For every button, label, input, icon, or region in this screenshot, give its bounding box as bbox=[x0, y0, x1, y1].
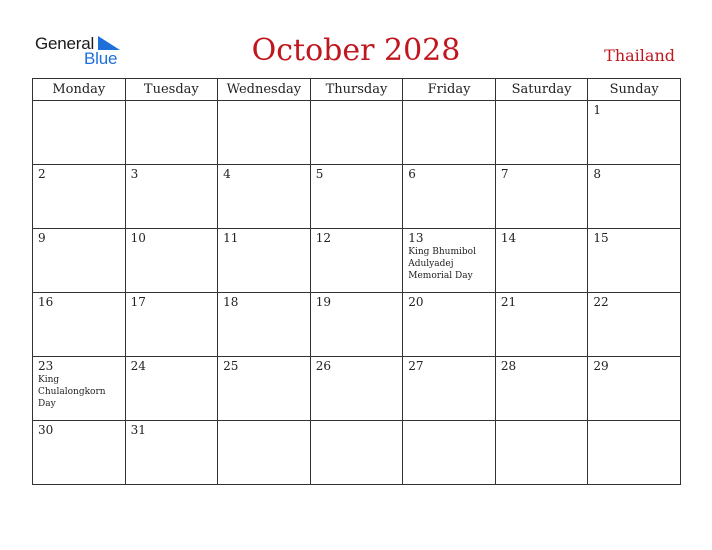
day-number: 24 bbox=[130, 359, 146, 373]
day-number: 27 bbox=[408, 359, 424, 373]
day-number: 2 bbox=[38, 167, 46, 181]
day-cell bbox=[218, 293, 311, 357]
day-cell bbox=[588, 293, 681, 357]
weekday-header: Thursday bbox=[310, 79, 403, 101]
day-cell bbox=[33, 421, 126, 485]
day-number: 5 bbox=[315, 167, 324, 181]
day-number: 9 bbox=[38, 231, 46, 245]
day-cell bbox=[125, 101, 218, 165]
day-cell bbox=[403, 165, 496, 229]
day-number: 18 bbox=[223, 295, 239, 309]
weekday-header: Friday bbox=[403, 79, 496, 101]
day-cell bbox=[310, 229, 403, 293]
day-cell bbox=[310, 357, 403, 421]
week-row bbox=[33, 101, 681, 165]
day-number: 29 bbox=[593, 359, 609, 373]
week-row bbox=[33, 421, 681, 485]
day-cell bbox=[125, 229, 218, 293]
weekday-header: Sunday bbox=[588, 79, 681, 101]
day-number: 20 bbox=[408, 295, 424, 309]
weekday-header-row bbox=[33, 79, 681, 101]
day-number: 23 bbox=[38, 359, 54, 373]
day-number: 8 bbox=[593, 167, 602, 181]
weekday-header: Saturday bbox=[495, 79, 588, 101]
page-title: October 2028 bbox=[251, 33, 461, 68]
day-cell bbox=[33, 357, 126, 421]
day-cell bbox=[588, 101, 681, 165]
day-number: 12 bbox=[315, 231, 331, 245]
day-cell bbox=[588, 421, 681, 485]
day-cell bbox=[403, 357, 496, 421]
day-number: 15 bbox=[593, 231, 609, 245]
day-number: 19 bbox=[315, 295, 331, 309]
day-cell bbox=[218, 421, 311, 485]
day-number: 10 bbox=[130, 231, 146, 245]
weekday-header: Tuesday bbox=[125, 79, 218, 101]
calendar-grid bbox=[32, 78, 681, 485]
day-number: 28 bbox=[500, 359, 517, 373]
country-label: Thailand bbox=[604, 46, 675, 65]
day-cell bbox=[218, 101, 311, 165]
day-cell bbox=[33, 293, 126, 357]
day-number: 6 bbox=[408, 167, 416, 181]
weekday-header: Wednesday bbox=[218, 79, 311, 101]
day-number: 16 bbox=[38, 295, 54, 309]
day-cell bbox=[588, 357, 681, 421]
day-number: 30 bbox=[38, 423, 54, 437]
week-row bbox=[33, 229, 681, 293]
day-cell bbox=[218, 357, 311, 421]
day-cell bbox=[403, 101, 496, 165]
logo-word-general: General bbox=[35, 34, 95, 53]
day-number: 13 bbox=[408, 231, 424, 245]
logo-word-blue: Blue bbox=[84, 49, 118, 68]
day-cell bbox=[33, 165, 126, 229]
day-cell bbox=[495, 293, 588, 357]
day-cell bbox=[218, 165, 311, 229]
day-number: 1 bbox=[593, 103, 602, 117]
day-number: 3 bbox=[130, 167, 139, 181]
weekday-header: Monday bbox=[33, 79, 126, 101]
holiday-label: King Bhumibol Adulyadej Memorial Day bbox=[408, 247, 476, 281]
day-number: 14 bbox=[500, 231, 517, 245]
day-number: 26 bbox=[315, 359, 331, 373]
day-cell bbox=[403, 293, 496, 357]
week-row bbox=[33, 357, 681, 421]
day-number: 4 bbox=[223, 167, 231, 181]
holiday-label: King Chulalongkorn Day bbox=[38, 375, 106, 409]
week-row bbox=[33, 165, 681, 229]
day-cell bbox=[495, 357, 588, 421]
day-cell bbox=[495, 229, 588, 293]
day-cell bbox=[218, 229, 311, 293]
day-cell bbox=[310, 101, 403, 165]
day-number: 7 bbox=[500, 167, 509, 181]
day-number: 21 bbox=[500, 295, 517, 309]
day-number: 25 bbox=[223, 359, 239, 373]
day-cell bbox=[495, 101, 588, 165]
week-row bbox=[33, 293, 681, 357]
day-cell bbox=[125, 421, 218, 485]
day-cell bbox=[495, 421, 588, 485]
day-cell bbox=[588, 165, 681, 229]
day-number: 31 bbox=[130, 423, 146, 437]
day-cell bbox=[495, 165, 588, 229]
day-cell bbox=[310, 293, 403, 357]
day-cell bbox=[310, 165, 403, 229]
day-cell bbox=[588, 229, 681, 293]
day-cell bbox=[403, 421, 496, 485]
day-number: 22 bbox=[593, 295, 609, 309]
day-cell bbox=[33, 229, 126, 293]
day-cell bbox=[33, 101, 126, 165]
day-cell bbox=[403, 229, 496, 293]
day-cell bbox=[125, 293, 218, 357]
day-number: 11 bbox=[223, 231, 239, 245]
day-cell bbox=[125, 357, 218, 421]
day-cell bbox=[310, 421, 403, 485]
day-cell bbox=[125, 165, 218, 229]
day-number: 17 bbox=[130, 295, 146, 309]
